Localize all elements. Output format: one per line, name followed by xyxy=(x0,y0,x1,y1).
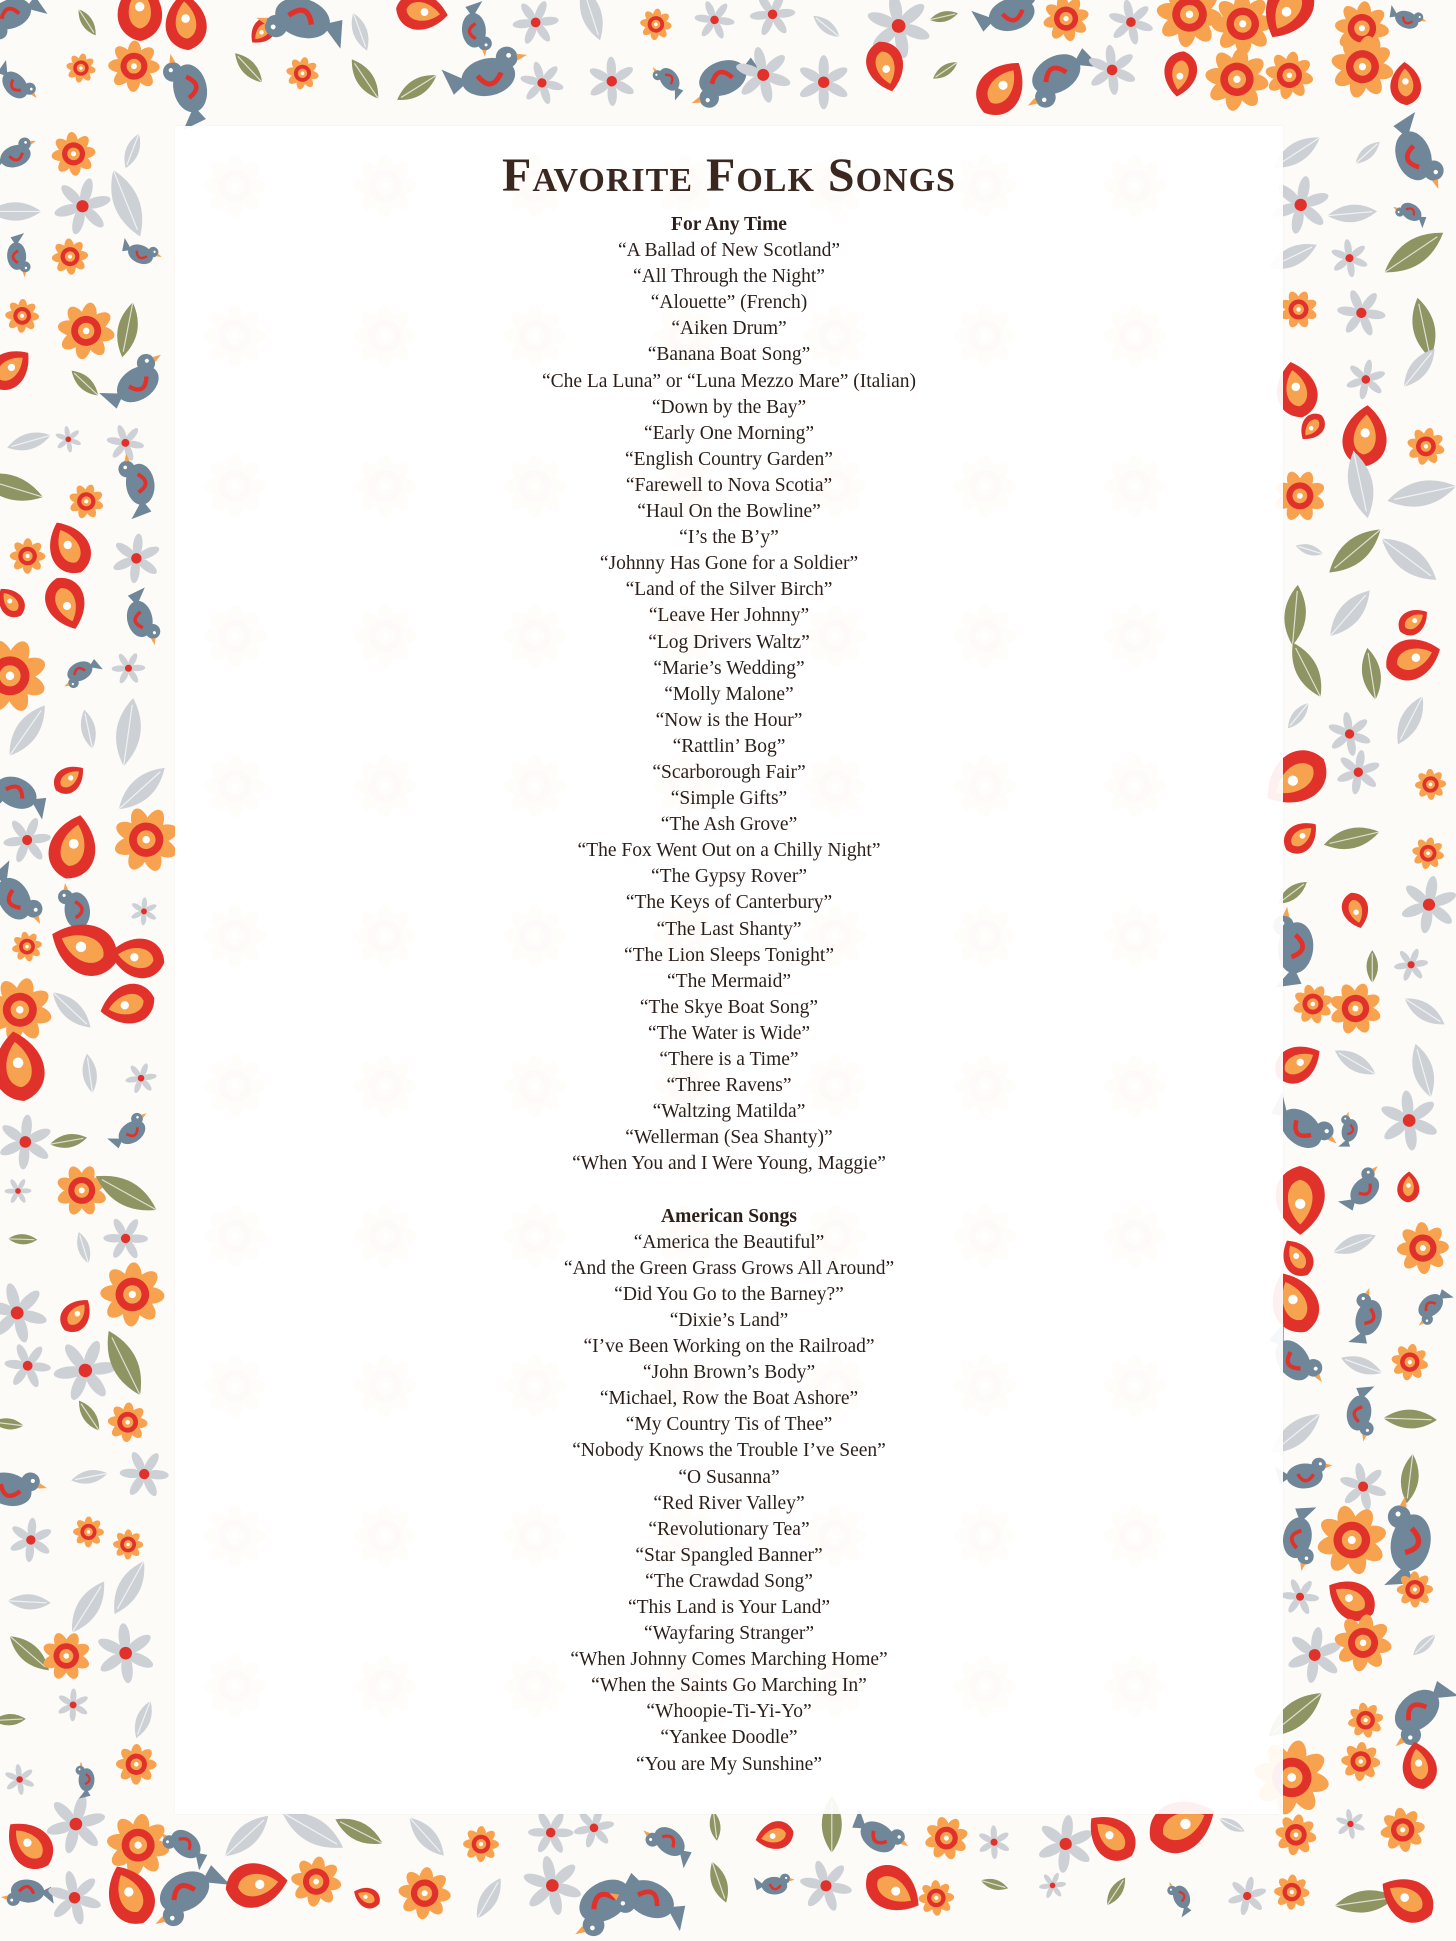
section-heading: American Songs xyxy=(661,1205,797,1227)
song-item: “John Brown’s Body” xyxy=(642,1362,816,1384)
section-american-songs xyxy=(175,1204,1283,1778)
song-item: “Three Ravens” xyxy=(666,1075,792,1097)
song-item: “My Country Tis of Thee” xyxy=(625,1414,833,1436)
section-heading: For Any Time xyxy=(671,214,787,235)
song-item: “Wayfaring Stranger” xyxy=(643,1623,815,1645)
page-title: Favorite Folk Songs xyxy=(502,149,956,202)
song-item: “There is a Time” xyxy=(659,1049,799,1070)
song-item: “I’s the B’y” xyxy=(679,527,779,549)
section-spacer xyxy=(175,1177,1283,1203)
song-item: “Star Spangled Banner” xyxy=(635,1544,823,1566)
section-for-any-time xyxy=(175,212,1283,1177)
song-item: “The Gypsy Rover” xyxy=(651,866,807,888)
song-item: “The Water is Wide” xyxy=(647,1022,811,1044)
song-item: “Molly Malone” xyxy=(664,683,794,705)
song-item: “Marie’s Wedding” xyxy=(653,657,805,679)
song-list xyxy=(175,238,1283,1177)
song-item: “Early One Morning” xyxy=(643,422,815,444)
song-item: “Nobody Knows the Trouble I’ve Seen” xyxy=(572,1440,886,1462)
song-item: “Now is the Hour” xyxy=(655,709,803,731)
song-item: “Down by the Bay” xyxy=(651,396,807,418)
song-item: “Simple Gifts” xyxy=(670,788,788,810)
song-item: “Banana Boat Song” xyxy=(647,344,811,366)
song-item: “Aiken Drum” xyxy=(671,318,787,340)
song-item: “When Johnny Comes Marching Home” xyxy=(570,1649,888,1671)
song-item: “When the Saints Go Marching In” xyxy=(591,1675,867,1697)
song-item: “Did You Go to the Barney?” xyxy=(614,1283,844,1305)
song-item: “The Mermaid” xyxy=(667,970,791,992)
song-item: “The Lion Sleeps Tonight” xyxy=(623,944,835,966)
song-item: “America the Beautiful” xyxy=(633,1231,825,1253)
song-item: “Red River Valley” xyxy=(653,1492,805,1514)
song-item: “All Through the Night” xyxy=(633,266,825,288)
song-item: “A Ballad of New Scotland” xyxy=(617,240,841,262)
song-item: “The Keys of Canterbury” xyxy=(625,892,833,914)
song-item: “I’ve Been Working on the Railroad” xyxy=(583,1336,875,1358)
song-item: “This Land is Your Land” xyxy=(627,1596,831,1618)
song-list-document xyxy=(175,150,1283,1778)
song-item: “Scarborough Fair” xyxy=(652,761,806,783)
song-item: “And the Green Grass Grows All Around” xyxy=(563,1257,895,1279)
song-item: “When You and I Were Young, Maggie” xyxy=(572,1153,886,1175)
song-item: “You are My Sunshine” xyxy=(636,1753,822,1775)
song-item: “The Ash Grove” xyxy=(660,814,798,836)
song-item: “Alouette” (French) xyxy=(650,292,808,314)
song-item: “The Crawdad Song” xyxy=(645,1570,813,1592)
song-item: “Farewell to Nova Scotia” xyxy=(625,474,833,496)
song-item: “Whoopie-Ti-Yi-Yo” xyxy=(646,1701,812,1723)
song-item: “Rattlin’ Bog” xyxy=(672,735,786,757)
song-item: “Haul On the Bowline” xyxy=(637,501,821,523)
song-item: “Wellerman (Sea Shanty)” xyxy=(625,1127,833,1149)
song-item: “English Country Garden” xyxy=(625,448,833,470)
song-item: “The Skye Boat Song” xyxy=(639,996,819,1018)
song-item: “The Last Shanty” xyxy=(656,918,802,940)
song-item: “Leave Her Johnny” xyxy=(648,605,810,627)
song-item: “Land of the Silver Birch” xyxy=(625,579,833,601)
song-item: “Waltzing Matilda” xyxy=(652,1101,806,1123)
song-item: “Yankee Doodle” xyxy=(660,1727,798,1749)
song-item: “The Fox Went Out on a Chilly Night” xyxy=(577,840,881,862)
song-list xyxy=(175,1230,1283,1778)
song-item: “Revolutionary Tea” xyxy=(648,1518,810,1540)
song-item: “Che La Luna” or “Luna Mezzo Mare” (Italian) xyxy=(541,370,917,392)
song-item: “Dixie’s Land” xyxy=(669,1309,789,1331)
song-item: “O Susanna” xyxy=(678,1466,780,1488)
song-item: “Log Drivers Waltz” xyxy=(648,631,810,653)
song-item: “Johnny Has Gone for a Soldier” xyxy=(599,553,859,575)
song-item: “Michael, Row the Boat Ashore” xyxy=(599,1388,859,1410)
